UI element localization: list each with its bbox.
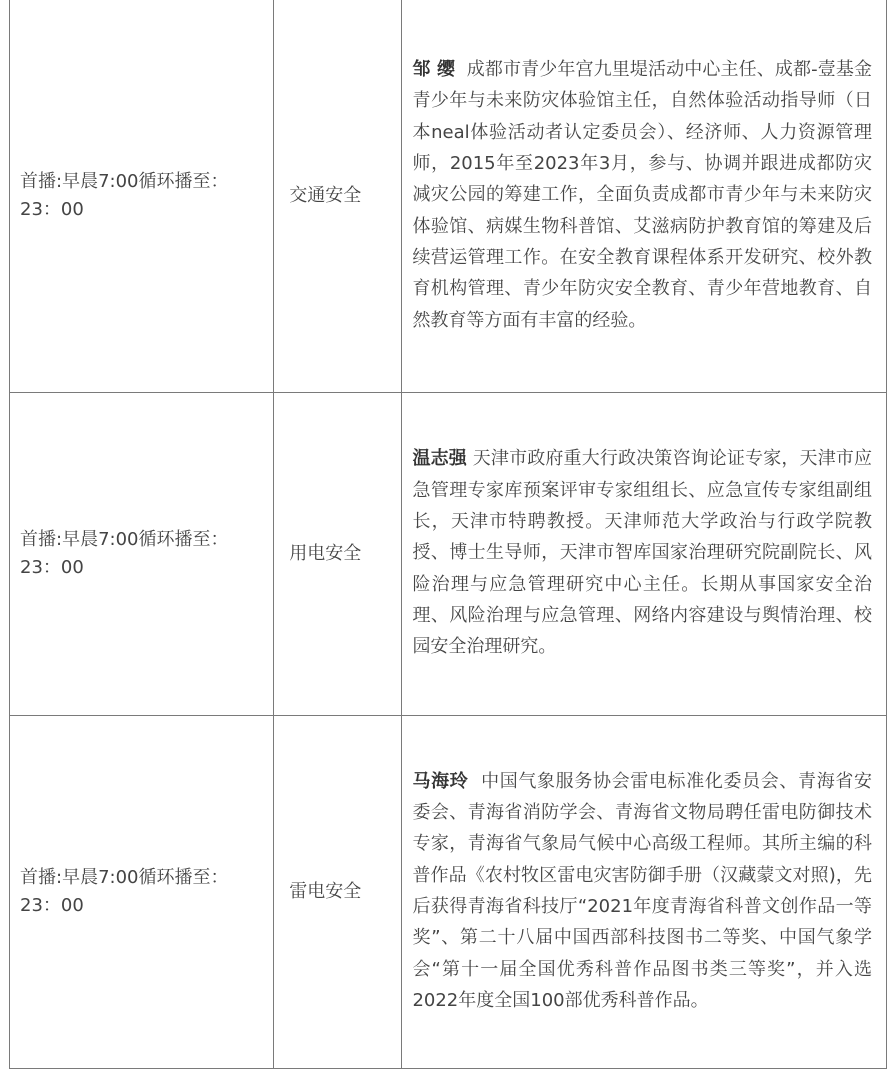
broadcast-time-cell: 首播:早晨7:00循环播至：23：00	[10, 0, 274, 393]
table-row	[10, 393, 887, 716]
table-row	[10, 0, 887, 393]
program-schedule-table	[9, 0, 887, 1069]
expert-bio: 成都市青少年宫九里堤活动中心主任、成都-壹基金青少年与未来防灾体验馆主任，自然体验活动指导师（日本neal体验活动者认定委员会）、经济师、人力资源管理师，2015年至2023年3月，参与、协调并跟进成都防灾减灾公园的筹建工作，全面负责成都市青少年与未来防灾体验馆、病媒生物科普馆、艾滋病防护教育馆的筹建及后续营运管理工作。在安全教育课程体系开发研究、校外教育机构管理、青少年防灾安全教育、青少年营地教育、自然教育等方面有丰富的经验。	[412, 59, 872, 331]
expert-name: 邹 缨	[412, 59, 456, 81]
table-row	[10, 716, 887, 1069]
expert-name: 温志强	[412, 448, 467, 470]
topic-cell: 用电安全	[274, 393, 402, 716]
expert-bio-cell	[402, 0, 887, 393]
topic-cell: 交通安全	[274, 0, 402, 393]
broadcast-time-cell: 首播:早晨7:00循环播至：23：00	[10, 393, 274, 716]
topic-cell: 雷电安全	[274, 716, 402, 1069]
expert-bio: 天津市政府重大行政决策咨询论证专家，天津市应急管理专家库预案评审专家组组长、应急宣传专家组副组长，天津市特聘教授。天津师范大学政治与行政学院教授、博士生导师，天津市智库国家治理研究院副院长、风险治理与应急管理研究中心主任。长期从事国家安全治理、风险治理与应急管理、网络内容建设与舆情治理、校园安全治理研究。	[412, 448, 872, 658]
expert-bio-cell	[402, 716, 887, 1069]
broadcast-time-cell: 首播:早晨7:00循环播至：23：00	[10, 716, 274, 1069]
expert-name: 马海玲	[412, 770, 469, 792]
expert-bio: 中国气象服务协会雷电标准化委员会、青海省安委会、青海省消防学会、青海省文物局聘任雷电防御技术专家，青海省气象局气候中心高级工程师。其所主编的科普作品《农村牧区雷电灾害防御手册（汉藏蒙文对照)，先后获得青海省科技厅“2021年度青海省科普文创作品一等奖”、第二十八届中国西部科技图书二等奖、中国气象学会“第十一届全国优秀科普作品图书类三等奖”，并入选2022年度全国100部优秀科普作品。	[412, 770, 872, 1011]
expert-bio-cell	[402, 393, 887, 716]
